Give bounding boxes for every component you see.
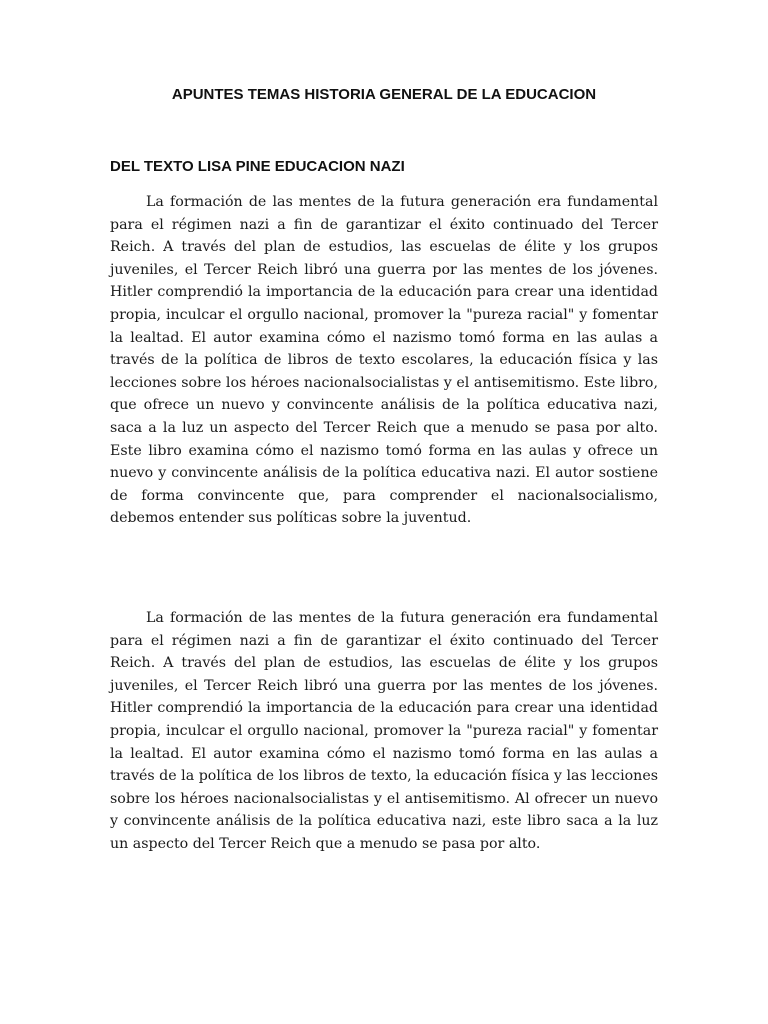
body-paragraph-1: La formación de las mentes de la futura generación era fundamental para el régimen nazi a fin de garantizar el éxito continuado del Tercer Reich. A través del plan de estudios, las escuelas de élite y los grupos juveniles, el Tercer Reich libró una guerra por las mentes de los jóvenes. Hitler comprendió la importancia de la educación para crear una identidad propia, inculcar el orgullo nacional, promover la "pureza racial" y fomentar la lealtad. El autor examina cómo el nazismo tomó forma en las aulas a través de la política de libros de texto escolares, la educación física y las lecciones sobre los héroes nacionalsocialistas y el antisemitismo. Este libro, que ofrece un nuevo y convincente análisis de la política educativa nazi, saca a la luz un aspecto del Tercer Reich que a menudo se pasa por alto. Este libro examina cómo el nazismo tomó forma en las aulas y ofrece un nuevo y convincente análisis de la política educativa nazi. El autor sostiene de forma convincente que, para comprender el nacionalsocialismo, debemos entender sus políticas sobre la juventud. — [110, 194, 658, 527]
body-paragraph-2: La formación de las mentes de la futura generación era fundamental para el régimen nazi a fin de garantizar el éxito continuado del Tercer Reich. A través del plan de estudios, las escuelas de élite y los grupos juveniles, el Tercer Reich libró una guerra por las mentes de los jóvenes. Hitler comprendió la importancia de la educación para crear una identidad propia, inculcar el orgullo nacional, promover la "pureza racial" y fomentar la lealtad. El autor examina cómo el nazismo tomó forma en las aulas a través de la política de los libros de texto, la educación física y las lecciones sobre los héroes nacionalsocialistas y el antisemitismo. Al ofrecer un nuevo y convincente análisis de la política educativa nazi, este libro saca a la luz un aspecto del Tercer Reich que a menudo se pasa por alto. — [110, 610, 658, 852]
section-heading: DEL TEXTO LISA PINE EDUCACION NAZI — [110, 158, 405, 175]
document-title: APUNTES TEMAS HISTORIA GENERAL DE LA EDUCACION — [171, 86, 597, 103]
